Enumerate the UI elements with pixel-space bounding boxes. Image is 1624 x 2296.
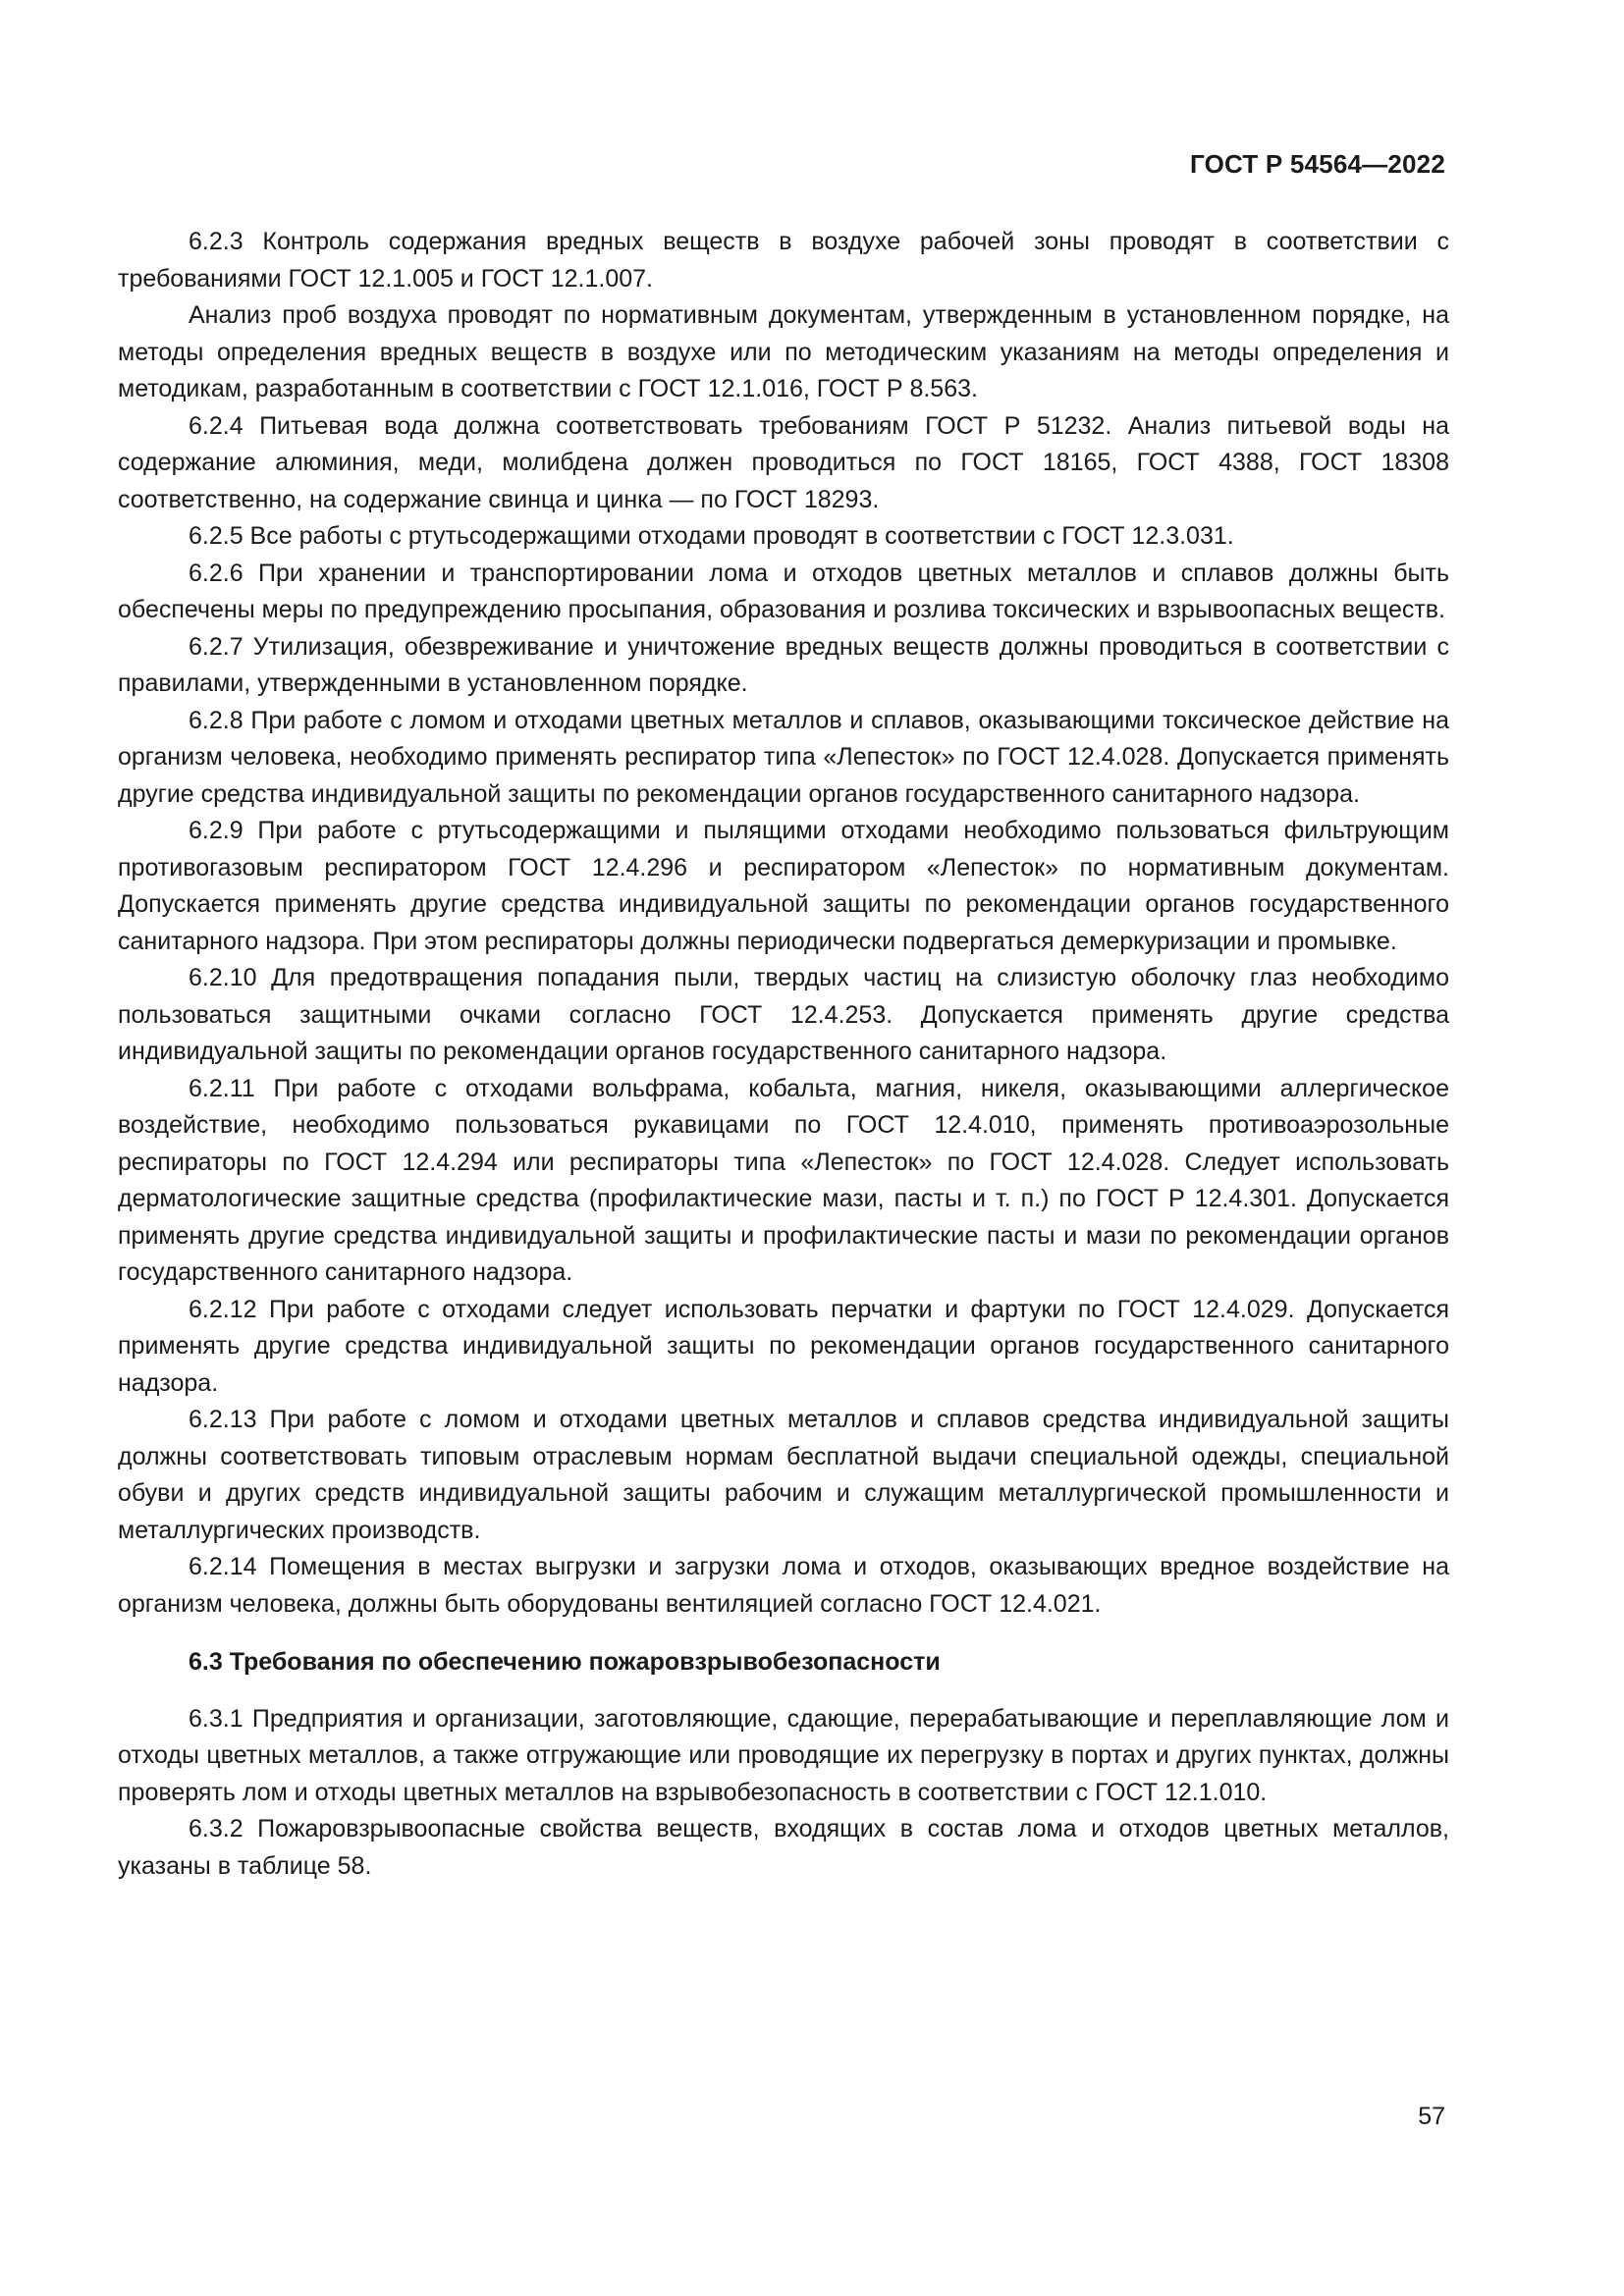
paragraph-6-2-7: 6.2.7 Утилизация, обезвреживание и уничтожение вредных веществ должны проводиться в соответствии с правилами, утвержденными в установленном порядке. xyxy=(118,632,1449,697)
paragraph-6-2-5: 6.2.5 Все работы с ртутьсодержащими отходами проводят в соответствии с ГОСТ 12.3.031. xyxy=(189,522,1234,550)
document-designation: ГОСТ Р 54564—2022 xyxy=(1190,149,1445,179)
paragraph-6-2-13: 6.2.13 При работе с ломом и отходами цветных металлов и сплавов средства индивидуальной защиты должны соответствовать типовым отраслевым нормам бесплатной выдачи специальной одежды, специальной обуви и других средств индивидуальной защиты рабочим и служащим металлургической промышленности и металлургических производств. xyxy=(118,1406,1449,1544)
paragraph-6-2-12: 6.2.12 При работе с отходами следует использовать перчатки и фартуки по ГОСТ 12.4.029. Допускается применять другие средства индивидуальной защиты по рекомендации органов государственного санитарного надзора. xyxy=(118,1295,1449,1397)
paragraph-6-2-3-analysis: Анализ проб воздуха проводят по нормативным документам, утвержденным в установленном порядке, на методы определения вредных веществ в воздухе или по методическим указаниям на методы определения и методикам, разработанным в соответствии с ГОСТ 12.1.016, ГОСТ Р 8.563. xyxy=(118,301,1449,402)
page-number: 57 xyxy=(1418,2103,1445,2130)
paragraph-6-3-1: 6.3.1 Предприятия и организации, заготовляющие, сдающие, перерабатывающие и переплавляющие лом и отходы цветных металлов, а также отгружающие или проводящие их перегрузку в портах и других пунктах, должны проверять лом и отходы цветных металлов на взрывобезопасность в соответствии с ГОСТ 12.1.010. xyxy=(118,1704,1449,1806)
paragraph-6-2-9: 6.2.9 При работе с ртутьсодержащими и пылящими отходами необходимо пользоваться фильтрующим противогазовым респиратором ГОСТ 12.4.296 и респиратором «Лепесток» по нормативным документам. Допускается применять другие средства индивидуальной защиты по рекомендации органов государственного санитарного надзора. При этом респираторы должны периодически подвергаться демеркуризации и промывке. xyxy=(118,817,1449,955)
paragraph-6-2-14: 6.2.14 Помещения в местах выгрузки и загрузки лома и отходов, оказывающих вредное воздействие на организм человека, должны быть оборудованы вентиляцией согласно ГОСТ 12.4.021. xyxy=(118,1553,1449,1618)
paragraph-6-2-11: 6.2.11 При работе с отходами вольфрама, кобальта, магния, никеля, оказывающими аллергическое воздействие, необходимо пользоваться рукавицами по ГОСТ 12.4.010, применять противоаэрозольные респираторы по ГОСТ 12.4.294 или респираторы типа «Лепесток» по ГОСТ 12.4.028. Следует использовать дерматологические защитные средства (профилактические мази, пасты и т. п.) по ГОСТ Р 12.4.301. Допускается применять другие средства индивидуальной защиты и профилактические пасты и мази по рекомендации органов государственного санитарного надзора. xyxy=(118,1074,1449,1286)
document-body xyxy=(118,224,1449,1885)
paragraph-6-2-3: 6.2.3 Контроль содержания вредных веществ в воздухе рабочей зоны проводят в соответствии с требованиями ГОСТ 12.1.005 и ГОСТ 12.1.007. xyxy=(118,228,1449,293)
paragraph-6-2-6: 6.2.6 При хранении и транспортировании лома и отходов цветных металлов и сплавов должны быть обеспечены меры по предупреждению просыпания, образования и розлива токсических и взрывоопасных веществ. xyxy=(118,559,1449,623)
paragraph-6-3-2: 6.3.2 Пожаровзрывоопасные свойства веществ, входящих в состав лома и отходов цветных металлов, указаны в таблице 58. xyxy=(118,1815,1449,1880)
paragraph-6-2-10: 6.2.10 Для предотвращения попадания пыли, твердых частиц на слизистую оболочку глаз необходимо пользоваться защитными очками согласно ГОСТ 12.4.253. Допускается применять другие средства индивидуальной защиты по рекомендации органов государственного санитарного надзора. xyxy=(118,964,1449,1065)
section-6-3-heading: 6.3 Требования по обеспечению пожаровзрывобезопасности xyxy=(189,1648,941,1676)
paragraph-6-2-4: 6.2.4 Питьевая вода должна соответствовать требованиям ГОСТ Р 51232. Анализ питьевой воды на содержание алюминия, меди, молибдена должен проводиться по ГОСТ 18165, ГОСТ 4388, ГОСТ 18308 соответственно, на содержание свинца и цинка — по ГОСТ 18293. xyxy=(118,411,1449,513)
paragraph-6-2-8: 6.2.8 При работе с ломом и отходами цветных металлов и сплавов, оказывающими токсическое действие на организм человека, необходимо применять респиратор типа «Лепесток» по ГОСТ 12.4.028. Допускается применять другие средства индивидуальной защиты по рекомендации органов государственного санитарного надзора. xyxy=(118,706,1449,808)
